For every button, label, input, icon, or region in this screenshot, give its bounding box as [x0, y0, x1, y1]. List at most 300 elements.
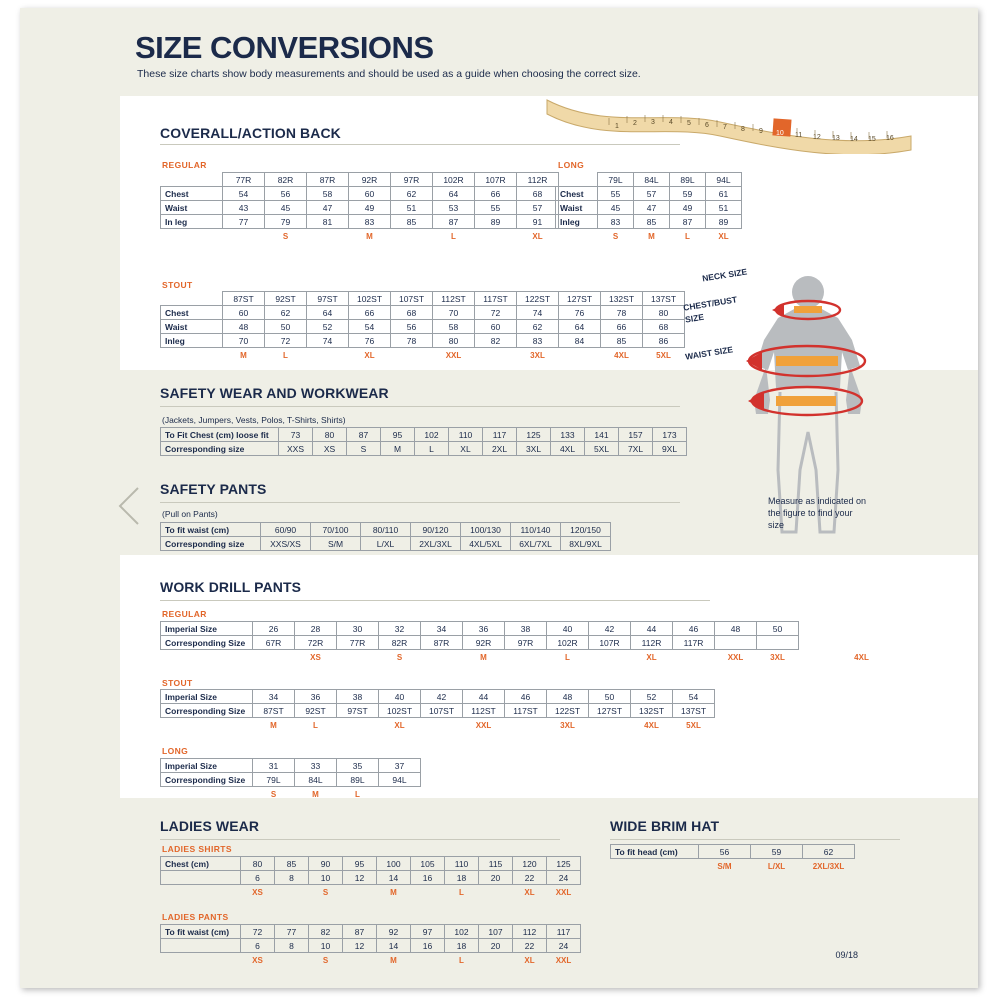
size-label-cell [253, 650, 295, 664]
table-cell: 97ST [337, 704, 379, 718]
table-cell: 85 [601, 334, 643, 348]
table-cell: 92 [377, 925, 411, 939]
size-label-cell: XL [364, 350, 375, 360]
table-cell: 133 [551, 428, 585, 442]
table-cell: 40 [379, 690, 421, 704]
table-cell: 3XL [517, 442, 551, 456]
table-header-cell: 102R [433, 173, 475, 187]
table-row [161, 537, 611, 551]
table-cell: 43 [223, 201, 265, 215]
table-cell: L [415, 442, 449, 456]
size-label-cell: L [283, 350, 288, 360]
table-row [161, 428, 687, 442]
table-cell: 72 [475, 306, 517, 320]
table-cell: 8 [275, 871, 309, 885]
table-cell: 70 [433, 306, 475, 320]
table-cell: 56 [699, 845, 751, 859]
table-ladies-pants [160, 924, 581, 967]
table-cell: 87 [347, 428, 381, 442]
size-label-cell: M [480, 652, 487, 662]
table-cell: 20 [479, 871, 513, 885]
table-cell: 125 [517, 428, 551, 442]
size-label-cell [161, 348, 223, 362]
table-cell: 66 [601, 320, 643, 334]
table-cell: 64 [433, 187, 475, 201]
table-cell: 52 [307, 320, 349, 334]
section-title-safety-pants: SAFETY PANTS [160, 481, 267, 497]
size-label-cell: 3XL [770, 652, 785, 662]
size-label-cell: XL [524, 887, 535, 897]
table-cell: 54 [349, 320, 391, 334]
size-label-row [161, 787, 421, 801]
size-label-cell: 3XL [560, 720, 575, 730]
table-safety-pants [160, 522, 611, 551]
table-header-cell: 92ST [265, 292, 307, 306]
table-cell: 74 [517, 306, 559, 320]
table-cell: 74 [307, 334, 349, 348]
size-label-row [161, 885, 581, 899]
row-label-cell: Corresponding Size [161, 704, 253, 718]
table-cell: 122ST [547, 704, 589, 718]
table-cell: 51 [391, 201, 433, 215]
table-header-cell: 112ST [433, 292, 475, 306]
table-cell: 49 [670, 201, 706, 215]
table-cell: 89 [475, 215, 517, 229]
size-label-cell: L [451, 231, 456, 241]
table-cell: 107ST [421, 704, 463, 718]
table-cell: 2XL [483, 442, 517, 456]
size-label-cell [411, 885, 445, 899]
table-cell: 85 [391, 215, 433, 229]
svg-text:3: 3 [651, 119, 655, 126]
table-cell: 2XL/3XL [411, 537, 461, 551]
row-label-cell: Waist [556, 201, 598, 215]
table-header-cell: 112R [517, 173, 559, 187]
table-header-cell [161, 292, 223, 306]
svg-text:10: 10 [776, 130, 784, 137]
svg-text:1: 1 [615, 123, 619, 130]
table-cell: 48 [715, 622, 757, 636]
table-cell: 112ST [463, 704, 505, 718]
table-cell: 62 [391, 187, 433, 201]
table-cell: 79 [265, 215, 307, 229]
row-label-cell: Chest [556, 187, 598, 201]
size-label-row [161, 650, 925, 664]
table-cell: 80 [433, 334, 475, 348]
table-cell: 22 [513, 939, 547, 953]
table-cell: 87 [433, 215, 475, 229]
label-coverall-regular: REGULAR [162, 160, 207, 170]
table-cell: 37 [379, 759, 421, 773]
table-cell: 52 [631, 690, 673, 704]
table-cell: 46 [673, 622, 715, 636]
size-label-cell [161, 718, 253, 732]
table-cell: 56 [391, 320, 433, 334]
table-cell: 10 [309, 871, 343, 885]
table-cell: 33 [295, 759, 337, 773]
left-arrow-icon [116, 486, 142, 526]
size-label-cell: 3XL [530, 350, 545, 360]
table-cell: 64 [307, 306, 349, 320]
row-label-cell: Corresponding Size [161, 773, 253, 787]
table-header-row [161, 292, 685, 306]
table-coverall-regular [160, 172, 559, 243]
table-cell: 45 [265, 201, 307, 215]
table-cell: 80 [313, 428, 347, 442]
table-cell: 90 [309, 857, 343, 871]
row-label-cell: Corresponding Size [161, 636, 253, 650]
size-label-cell [799, 650, 841, 664]
row-label-cell [161, 939, 241, 953]
svg-text:9: 9 [759, 128, 763, 135]
size-label-row [161, 718, 715, 732]
table-row [161, 320, 685, 334]
table-cell: 117 [547, 925, 581, 939]
table-cell: 16 [411, 871, 445, 885]
table-drill-regular [160, 621, 925, 664]
table-cell: 60/90 [261, 523, 311, 537]
divider-coverall [160, 144, 680, 145]
table-cell: 47 [634, 201, 670, 215]
label-coverall-long: LONG [558, 160, 585, 170]
size-label-cell: XS [252, 955, 263, 965]
svg-text:8: 8 [741, 126, 745, 133]
table-cell: 66 [475, 187, 517, 201]
table-header-cell: 84L [634, 173, 670, 187]
table-row [161, 704, 715, 718]
table-header-cell: 87ST [223, 292, 265, 306]
size-label-cell [559, 348, 601, 362]
size-label-cell: 4XL [644, 720, 659, 730]
row-label-cell: To Fit Chest (cm) loose fit [161, 428, 279, 442]
table-cell: 55 [598, 187, 634, 201]
size-label-cell: L [459, 887, 464, 897]
table-cell: 35 [337, 759, 379, 773]
table-cell: 173 [653, 428, 687, 442]
table-cell: 26 [253, 622, 295, 636]
table-cell: 94L [379, 773, 421, 787]
tape-measure-icon [545, 96, 915, 154]
table-row [611, 845, 855, 859]
table-cell: 46 [505, 690, 547, 704]
table-cell [757, 636, 799, 650]
table-header-cell [161, 173, 223, 187]
row-label-cell: To fit head (cm) [611, 845, 699, 859]
table-cell: 100/130 [461, 523, 511, 537]
table-row [556, 187, 742, 201]
size-label-cell [479, 885, 513, 899]
table-cell: S [347, 442, 381, 456]
table-header-cell [556, 173, 598, 187]
table-header-cell: 102ST [349, 292, 391, 306]
row-label-cell: Waist [161, 320, 223, 334]
table-cell: 38 [505, 622, 547, 636]
size-label-cell [275, 953, 309, 967]
size-label-cell: L [355, 789, 360, 799]
row-label-cell: Corresponding size [161, 442, 279, 456]
size-label-cell: L [313, 720, 318, 730]
table-cell: 82 [309, 925, 343, 939]
size-label-cell: 5XL [656, 350, 671, 360]
size-chart-sheet [20, 8, 978, 988]
table-row [161, 871, 581, 885]
section-title-safety-wear: SAFETY WEAR AND WORKWEAR [160, 385, 389, 401]
table-cell: 4XL/5XL [461, 537, 511, 551]
table-header-cell: 107R [475, 173, 517, 187]
label-drill-long: LONG [162, 746, 189, 756]
table-row [161, 215, 559, 229]
table-header-cell: 89L [670, 173, 706, 187]
table-cell: 72R [295, 636, 337, 650]
table-drill-stout [160, 689, 715, 732]
size-label-row [161, 229, 559, 243]
size-label-cell: S [282, 231, 289, 241]
svg-text:6: 6 [705, 122, 709, 129]
table-cell: 62 [265, 306, 307, 320]
table-cell: 4XL [551, 442, 585, 456]
table-cell: 45 [598, 201, 634, 215]
size-label-cell: L [459, 955, 464, 965]
row-label-cell: Corresponding size [161, 537, 261, 551]
svg-text:4: 4 [669, 119, 673, 126]
size-label-cell: S [322, 887, 329, 897]
table-cell: 61 [706, 187, 742, 201]
size-label-cell: M [270, 720, 277, 730]
table-cell: 50 [757, 622, 799, 636]
row-label-cell: Chest [161, 187, 223, 201]
table-cell: 24 [547, 871, 581, 885]
label-ladies-shirts: LADIES SHIRTS [162, 844, 232, 854]
size-label-cell: M [648, 231, 655, 241]
size-label-row [611, 859, 855, 873]
size-label-row [161, 953, 581, 967]
table-cell: 80 [643, 306, 685, 320]
size-label-cell: M [240, 350, 247, 360]
table-drill-long [160, 758, 421, 801]
table-cell: 40 [547, 622, 589, 636]
size-label-cell: M [390, 955, 397, 965]
size-label-cell [589, 718, 631, 732]
size-label-cell [589, 650, 631, 664]
divider-safety-pants [160, 502, 680, 503]
table-coverall-long [555, 172, 742, 243]
figure-label-chest: CHEST/BUST SIZE [682, 294, 738, 325]
table-header-cell: 97ST [307, 292, 349, 306]
page-subtitle: These size charts show body measurements and should be used as a guide when choosing the correct size. [137, 68, 641, 80]
table-cell: 87 [670, 215, 706, 229]
size-label-cell [421, 650, 463, 664]
table-row [161, 523, 611, 537]
figure-measure-note: Measure as indicated on the figure to find your size [768, 496, 867, 531]
table-header-cell: 82R [265, 173, 307, 187]
table-cell: 67R [253, 636, 295, 650]
size-label-cell [475, 348, 517, 362]
size-label-cell: XL [524, 955, 535, 965]
label-coverall-stout: STOUT [162, 280, 193, 290]
section-title-coverall: COVERALL/ACTION BACK [160, 125, 341, 141]
size-label-cell: XXL [555, 955, 572, 965]
table-cell: 89 [706, 215, 742, 229]
section-title-ladies: LADIES WEAR [160, 818, 260, 834]
size-label-cell [161, 885, 241, 899]
table-row [161, 636, 925, 650]
table-cell: 72 [241, 925, 275, 939]
svg-text:7: 7 [723, 124, 727, 131]
table-cell: 79L [253, 773, 295, 787]
size-label-cell [223, 229, 265, 243]
table-cell: 107R [589, 636, 631, 650]
divider-work-drill [160, 600, 710, 601]
size-label-cell: XXL [727, 652, 744, 662]
row-label-cell: To fit waist (cm) [161, 523, 261, 537]
note-safety-wear: (Jackets, Jumpers, Vests, Polos, T-Shirts, Shirts) [162, 415, 346, 425]
table-row [161, 306, 685, 320]
size-label-cell: XXL [445, 350, 462, 360]
table-cell: 54 [673, 690, 715, 704]
table-cell: 10 [309, 939, 343, 953]
svg-text:15: 15 [868, 136, 876, 143]
table-cell: 80 [241, 857, 275, 871]
size-label-cell [505, 650, 547, 664]
table-cell: 92ST [295, 704, 337, 718]
table-cell: 49 [349, 201, 391, 215]
table-cell: 62 [803, 845, 855, 859]
row-label-cell: Imperial Size [161, 622, 253, 636]
table-cell: 22 [513, 871, 547, 885]
table-cell: 87 [343, 925, 377, 939]
size-label-row [556, 229, 742, 243]
table-cell: 127ST [589, 704, 631, 718]
table-header-cell: 97R [391, 173, 433, 187]
note-safety-pants: (Pull on Pants) [162, 509, 218, 519]
table-row [161, 939, 581, 953]
table-row [161, 201, 559, 215]
table-row [161, 857, 581, 871]
table-cell: 66 [349, 306, 391, 320]
table-header-cell: 117ST [475, 292, 517, 306]
table-cell: 115 [479, 857, 513, 871]
svg-text:11: 11 [795, 132, 803, 139]
table-cell: 92R [463, 636, 505, 650]
size-label-cell [475, 229, 517, 243]
size-label-cell [379, 787, 421, 801]
size-label-cell [337, 718, 379, 732]
size-label-cell [343, 953, 377, 967]
table-cell: 32 [379, 622, 421, 636]
table-coverall-stout [160, 291, 685, 362]
size-label-cell: S [396, 652, 403, 662]
table-cell: 6 [241, 871, 275, 885]
table-cell: 18 [445, 871, 479, 885]
size-label-cell: XS [252, 887, 263, 897]
table-cell: M [381, 442, 415, 456]
table-cell: 59 [670, 187, 706, 201]
row-label-cell: Imperial Size [161, 690, 253, 704]
table-cell: XXS [279, 442, 313, 456]
svg-text:14: 14 [850, 136, 858, 143]
table-cell: 95 [343, 857, 377, 871]
table-cell: 132ST [631, 704, 673, 718]
table-cell: 84L [295, 773, 337, 787]
size-label-cell [343, 885, 377, 899]
table-header-cell: 92R [349, 173, 391, 187]
table-cell: 6 [241, 939, 275, 953]
table-cell: 76 [559, 306, 601, 320]
table-cell: 112R [631, 636, 673, 650]
table-cell: XL [449, 442, 483, 456]
table-cell: 83 [598, 215, 634, 229]
size-label-cell: 5XL [686, 720, 701, 730]
size-label-cell [307, 229, 349, 243]
svg-text:5: 5 [687, 120, 691, 127]
size-label-cell [421, 718, 463, 732]
table-cell: 85 [275, 857, 309, 871]
table-cell: 14 [377, 939, 411, 953]
table-cell: 107 [479, 925, 513, 939]
divider-ladies [160, 839, 560, 840]
divider-safety-wear [160, 406, 680, 407]
table-cell: 117R [673, 636, 715, 650]
table-cell: 117 [483, 428, 517, 442]
table-cell: 7XL [619, 442, 653, 456]
table-cell: 117ST [505, 704, 547, 718]
table-cell: 44 [463, 690, 505, 704]
table-cell: 53 [433, 201, 475, 215]
table-cell: 87ST [253, 704, 295, 718]
size-label-cell [337, 650, 379, 664]
table-header-cell: 132ST [601, 292, 643, 306]
table-cell: 20 [479, 939, 513, 953]
table-cell: 68 [391, 306, 433, 320]
table-cell: 60 [349, 187, 391, 201]
table-row [161, 773, 421, 787]
size-label-cell: S [612, 231, 619, 241]
row-label-cell: Inleg [161, 334, 223, 348]
svg-text:16: 16 [886, 135, 894, 142]
table-cell: 91 [517, 215, 559, 229]
table-cell: 112 [513, 925, 547, 939]
table-cell: 77R [337, 636, 379, 650]
svg-text:12: 12 [813, 134, 821, 141]
section-title-work-drill: WORK DRILL PANTS [160, 579, 302, 595]
figure-label-neck: NECK SIZE [701, 266, 748, 284]
table-cell: 80/110 [361, 523, 411, 537]
table-cell: 78 [601, 306, 643, 320]
table-cell: 50 [589, 690, 631, 704]
size-label-cell [673, 650, 715, 664]
size-label-cell [505, 718, 547, 732]
table-cell: 82R [379, 636, 421, 650]
table-header-cell: 137ST [643, 292, 685, 306]
table-cell: 110/140 [511, 523, 561, 537]
size-label-cell [556, 229, 598, 243]
table-safety-wear [160, 427, 687, 456]
row-label-cell: Chest [161, 306, 223, 320]
table-cell: 68 [517, 187, 559, 201]
size-label-cell: 2XL/3XL [812, 861, 845, 871]
size-label-cell: M [312, 789, 319, 799]
table-cell: 38 [337, 690, 379, 704]
table-cell: 48 [223, 320, 265, 334]
table-cell: 8 [275, 939, 309, 953]
size-label-cell: XL [718, 231, 729, 241]
table-cell: 30 [337, 622, 379, 636]
table-cell: 36 [295, 690, 337, 704]
table-cell: 102 [415, 428, 449, 442]
table-cell: 82 [475, 334, 517, 348]
table-cell: 100 [377, 857, 411, 871]
table-cell: 60 [475, 320, 517, 334]
